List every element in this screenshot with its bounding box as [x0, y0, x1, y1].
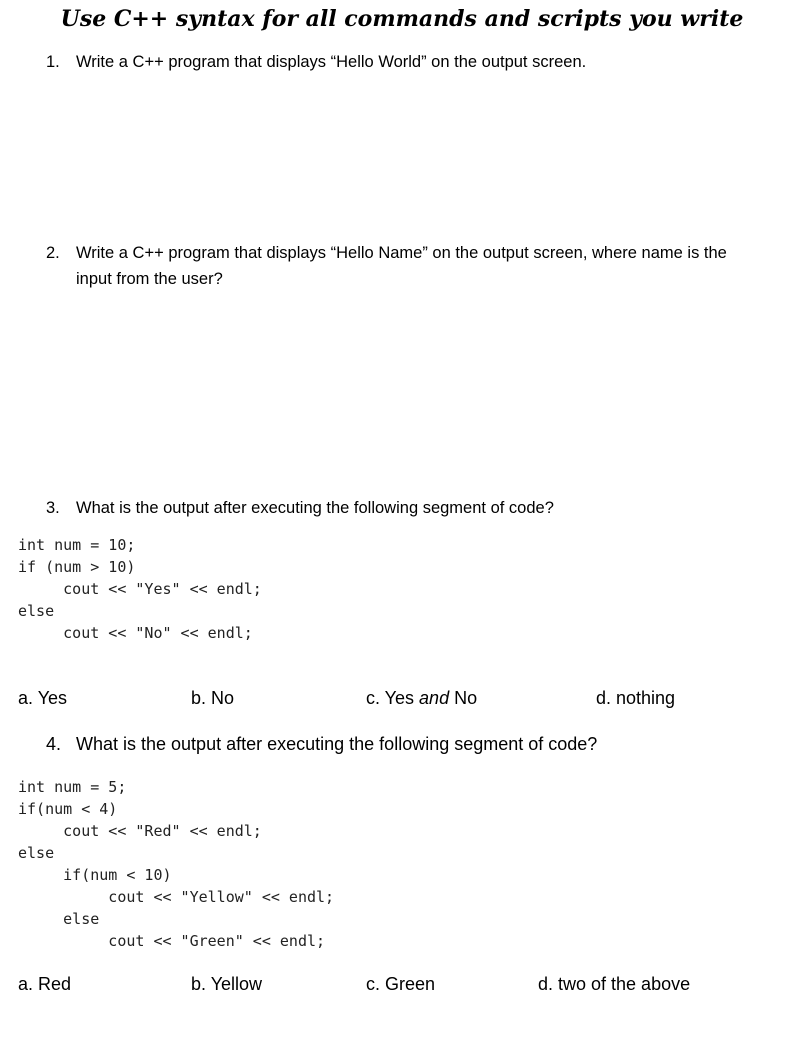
question-text: Write a C++ program that displays “Hello World” on the output screen.	[76, 53, 587, 71]
question-text: Write a C++ program that displays “Hello Name” on the output screen, where name is the input from the user?	[76, 244, 727, 288]
question-number: 2.	[46, 244, 60, 262]
option-d-q3: d. nothing	[596, 688, 676, 708]
question-3	[46, 495, 766, 521]
code-block-q3: int num = 10; if (num > 10) cout << "Yes" << endl; else cout << "No" << endl;	[18, 536, 262, 642]
option-c-prefix: c. Yes	[366, 688, 420, 708]
question-number: 3.	[46, 499, 60, 517]
question-text: What is the output after executing the following segment of code?	[76, 499, 554, 517]
question-4	[46, 731, 766, 757]
option-a-q3: a. Yes	[18, 688, 68, 708]
option-c-suffix: No	[449, 688, 478, 708]
option-d-q4: d. two of the above	[538, 974, 691, 994]
question-number: 4.	[46, 734, 62, 754]
option-a-q4: a. Red	[18, 974, 72, 994]
question-number: 1.	[46, 53, 60, 71]
page-title: Use C++ syntax for all commands and scripts you write	[60, 6, 744, 32]
option-b-q3: b. No	[191, 688, 235, 708]
code-block-q4: int num = 5; if(num < 4) cout << "Red" << endl; else if(num < 10) cout << "Yellow" << endl; else cout << "Green" << endl;	[18, 778, 335, 950]
option-c-q4: c. Green	[366, 974, 436, 994]
option-c-q3	[366, 688, 477, 709]
question-text: What is the output after executing the following segment of code?	[76, 734, 598, 754]
option-c-and: and	[419, 688, 450, 708]
question-2	[46, 240, 766, 292]
question-1	[46, 49, 766, 75]
option-b-q4: b. Yellow	[191, 974, 263, 994]
